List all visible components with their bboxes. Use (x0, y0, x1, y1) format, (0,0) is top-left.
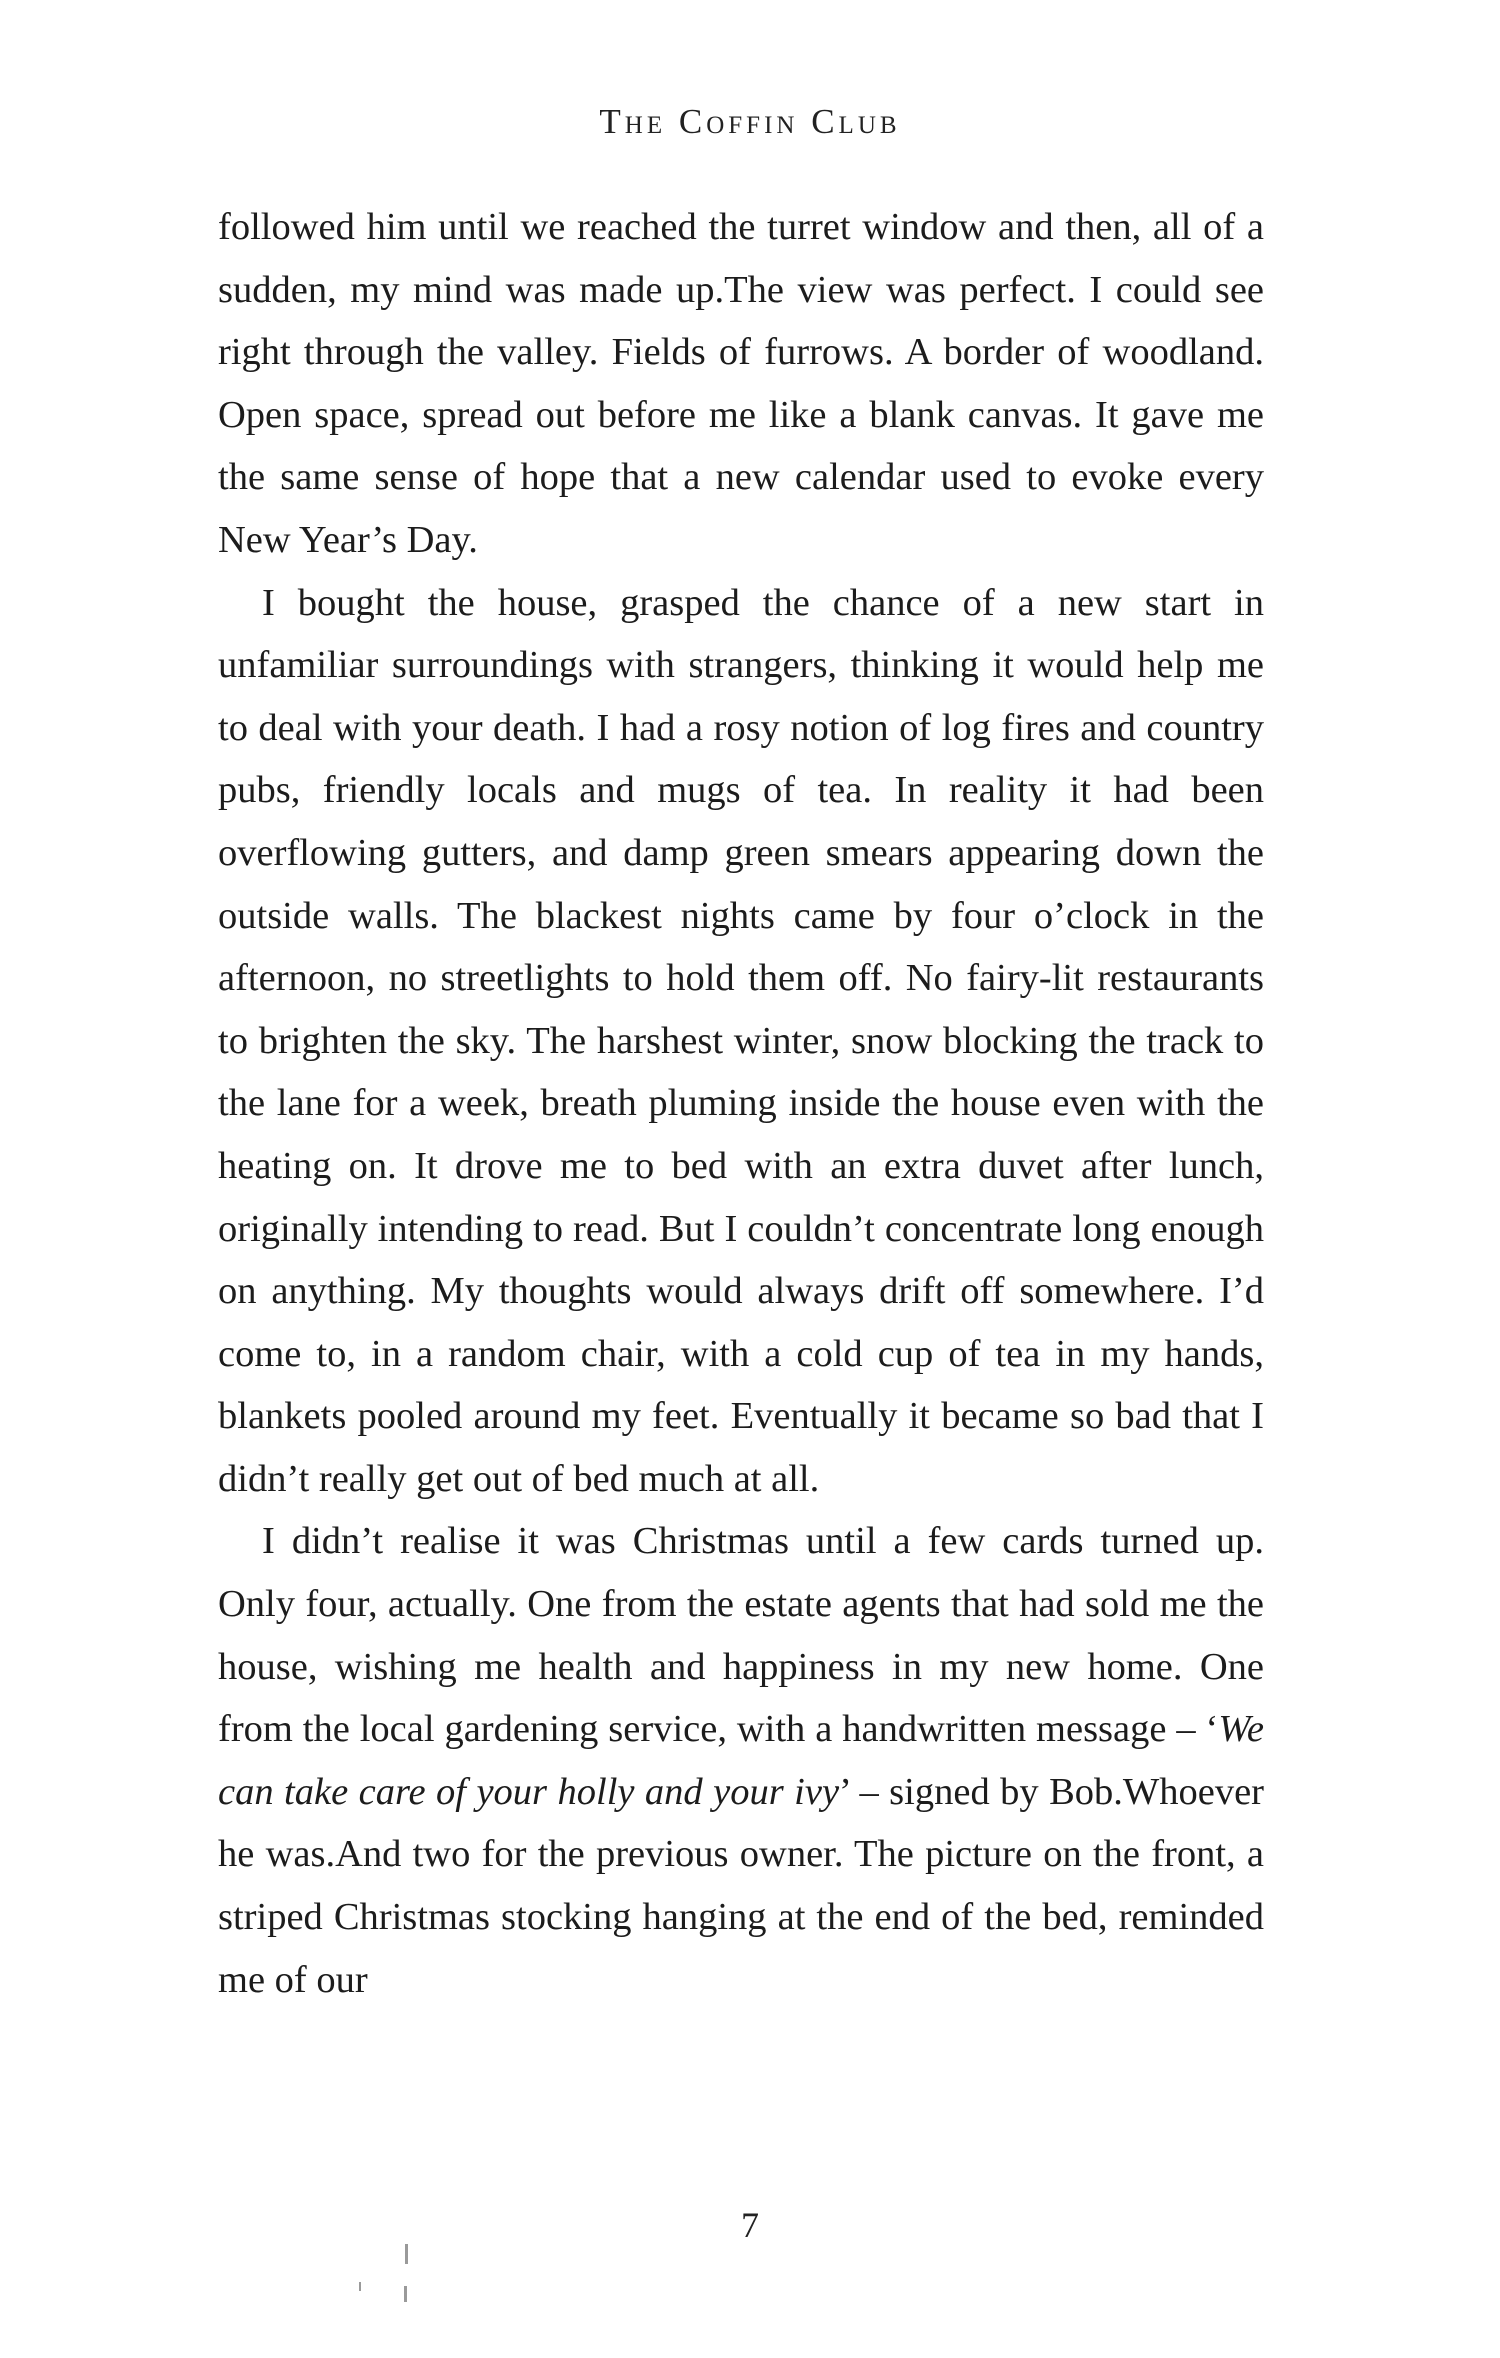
body-text (218, 196, 1264, 2011)
page-number: 7 (741, 2205, 759, 2245)
paragraph-2: I bought the house, grasped the chance of a new start in unfamiliar surroundings with strangers, thinking it would help me to deal with your death. I had a rosy notion of log fires and country pubs, friendly locals and mugs of tea. In reality it had been overflowing gutters, and damp green smears appearing down the outside walls. The blackest nights came by four o’clock in the afternoon, no streetlights to hold them off. No fairy-lit restaurants to brighten the sky. The harshest winter, snow blocking the track to the lane for a week, breath pluming inside the house even with the heating on. It drove me to bed with an extra duvet after lunch, originally intending to read. But I couldn’t concentrate long enough on anything. My thoughts would always drift off somewhere. I’d come to, in a random chair, with a cold cup of tea in my hands, blankets pooled around my feet. Eventually it became so bad that I didn’t really get out of bed much at all. (218, 581, 1264, 1500)
paragraph-3 (218, 1510, 1264, 2011)
paragraph-3-after-quote: ’ – signed by Bob.Whoever he was.And two for the previous owner. The picture on the front, a striped Christmas stocking hanging at the end of the bed, reminded me of our (218, 1770, 1264, 2001)
paragraph-1: followed him until we reached the turret window and then, all of a sudden, my mind was made up.The view was perfect. I could see right through the valley. Fields of furrows. A border of woodland. Open space, spread out before me like a blank canvas. It gave me the same sense of hope that a new calendar used to evoke every New Year’s Day. (218, 206, 1264, 561)
scan-mark (405, 2244, 408, 2264)
scan-mark (404, 2286, 407, 2302)
running-head: The Coffin Club (599, 102, 901, 141)
paragraph-3-before-quote: I didn’t realise it was Christmas until a few cards turned up. Only four, actually. One from the estate agents that had sold me the house, wishing me health and happiness in my new home. One from the local gardening service, with a handwritten message – ‘ (218, 1520, 1264, 1751)
paragraph-3-quote: We can take care of your holly and your ivy (218, 1708, 1264, 1813)
scan-mark (359, 2282, 361, 2291)
